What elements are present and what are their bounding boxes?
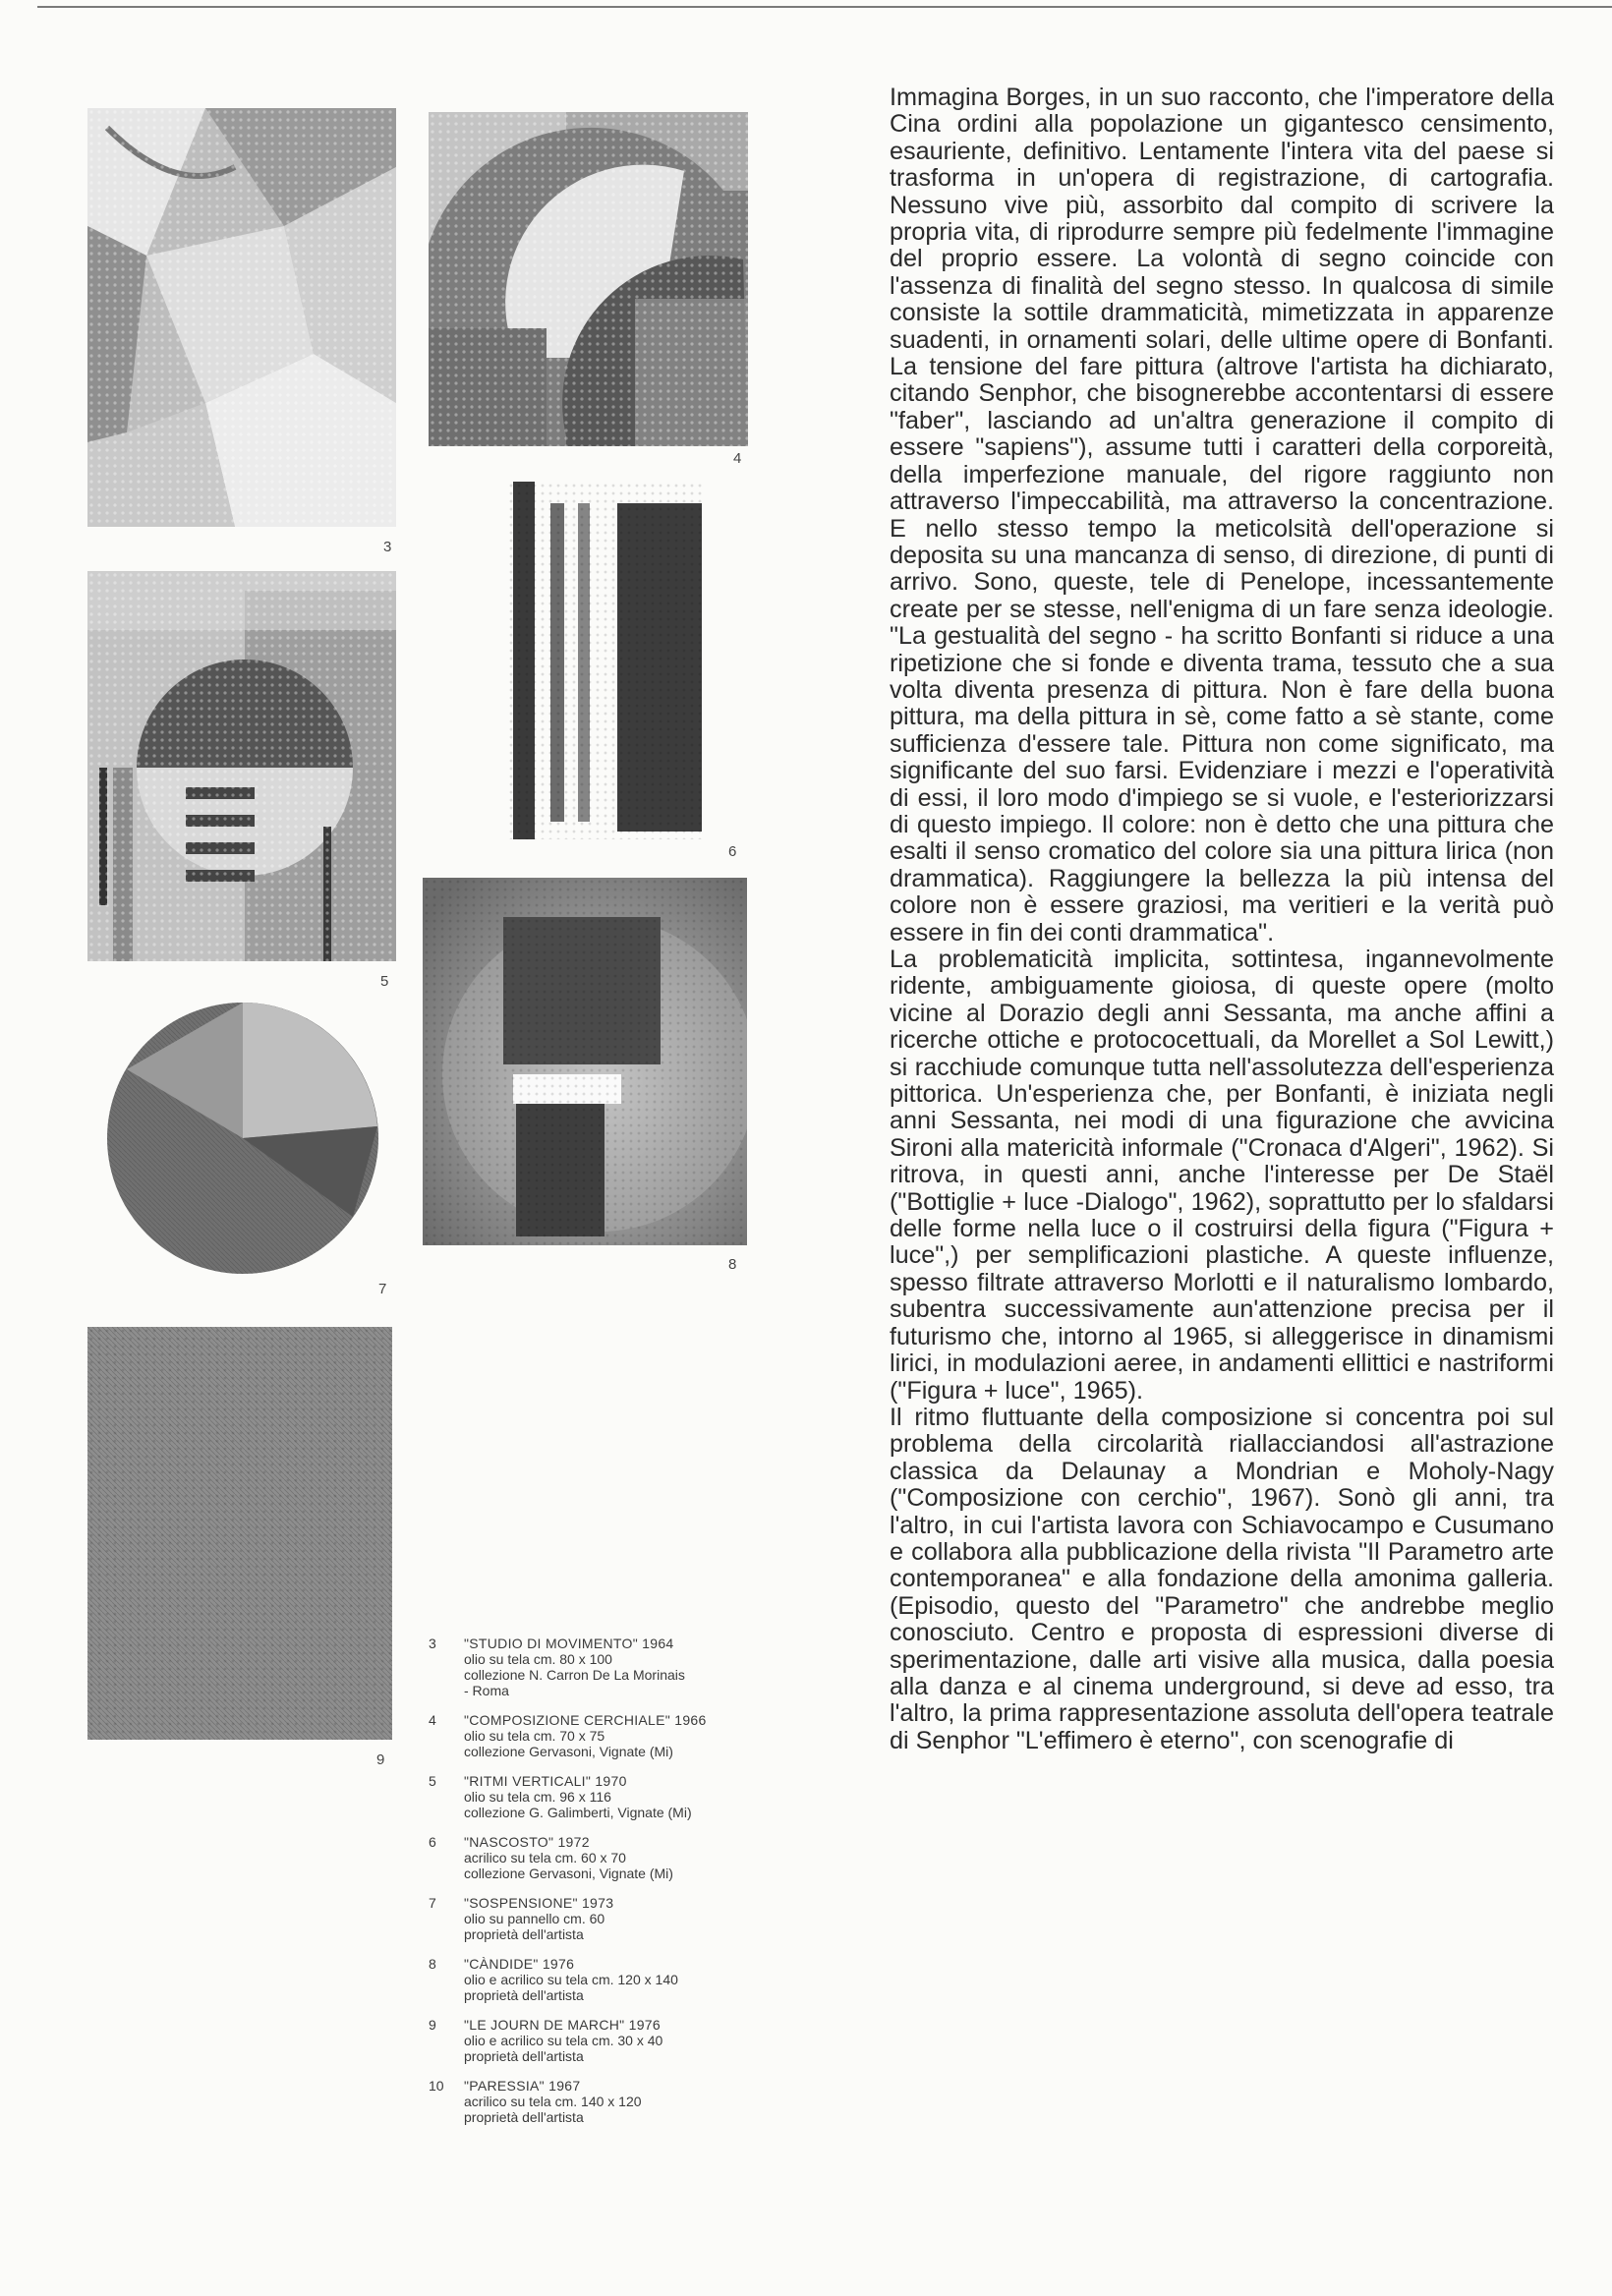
caption-line: proprietà dell'artista xyxy=(464,1926,584,1942)
caption-line: olio su tela cm. 96 x 116 xyxy=(464,1789,611,1805)
caption-item xyxy=(429,2017,841,2064)
caption-number: 4 xyxy=(429,1712,436,1728)
figure-number: 7 xyxy=(378,1281,387,1297)
caption-line: acrilico su tela cm. 60 x 70 xyxy=(464,1850,626,1866)
caption-title: "PARESSIA" 1967 xyxy=(464,2078,581,2094)
caption-item xyxy=(429,1956,841,2003)
artwork-candide xyxy=(423,878,747,1245)
caption-title: "COMPOSIZIONE CERCHIALE" 1966 xyxy=(464,1712,707,1728)
caption-line: proprietà dell'artista xyxy=(464,2048,584,2064)
caption-item xyxy=(429,1636,841,1698)
artwork-le-journ-de-march xyxy=(87,1327,392,1740)
caption-line: collezione Gervasoni, Vignate (Mi) xyxy=(464,1866,673,1881)
caption-number: 9 xyxy=(429,2017,436,2033)
caption-line: collezione Gervasoni, Vignate (Mi) xyxy=(464,1744,673,1759)
caption-number: 6 xyxy=(429,1834,436,1850)
caption-title: "CÀNDIDE" 1976 xyxy=(464,1956,575,1972)
figure-number: 6 xyxy=(728,843,737,860)
caption-line: olio e acrilico su tela cm. 30 x 40 xyxy=(464,2033,663,2048)
figure-number: 9 xyxy=(376,1751,385,1768)
figure-number: 3 xyxy=(383,539,392,555)
caption-line: collezione N. Carron De La Morinais xyxy=(464,1667,685,1683)
caption-item xyxy=(429,1834,841,1881)
caption-number: 3 xyxy=(429,1636,436,1651)
caption-title: "STUDIO DI MOVIMENTO" 1964 xyxy=(464,1636,674,1651)
caption-line: collezione G. Galimberti, Vignate (Mi) xyxy=(464,1805,692,1820)
artwork-nascosto xyxy=(507,482,706,839)
body-paragraph: Il ritmo fluttuante della composizione si concentra poi sul problema della circolarità riallacciandosi all'astrazione classica da Delaunay a Mondrian e Moholy-Nagy ("Composizione con cerchio", 1967). Sonò gli anni, tra l'altro, in cui l'artista lavora con Schiavocampo e Cusumano e collabora alla pubblicazione della rivista "Il Parametro arte contemporanea" e alla fondazione della amonima galleria. (Episodio, questo del "Parametro" che andrebbe meglio conosciuto. Centro e proposta di espressioni diverse di sperimentazione, dalle arti visive alla musica, dalla poesia alla danza e al cinema underground, si deve ad esso, tra l'altro, la prima rappresentazione assoluta dell'opera teatrale di Senphor "L'effimero è eterno", con scenografie di xyxy=(890,1403,1554,1754)
artwork-sospensione xyxy=(87,1001,398,1276)
caption-line: proprietà dell'artista xyxy=(464,2109,584,2125)
caption-title: "SOSPENSIONE" 1973 xyxy=(464,1895,614,1911)
caption-title: "NASCOSTO" 1972 xyxy=(464,1834,590,1850)
caption-item xyxy=(429,1712,841,1759)
figure-number: 5 xyxy=(380,973,389,990)
artwork-studio-di-movimento xyxy=(87,108,396,527)
body-paragraph: La problematicità implicita, sottintesa, ingannevolmente ridente, ambiguamente gioiosa, di queste opere (molto vicine al Dorazio degli anni Sessanta, ma anche affini a ricerche ottiche e protococettuali, da Morellet a Sol Lewitt,) si racchiude comunque tutta nell'assolutezza dell'esperienza pittorica. Un'esperienza che, per Bonfanti, è iniziata negli anni Sessanta, nei modi di una figurazione che avvicina Sironi alla matericità informale ("Cronaca d'Algeri", 1962). Si ritrova, in questi anni, anche l'interesse per De Staël ("Bottiglie + luce -Dialogo", 1962), soprattutto per lo sfaldarsi delle forme nella luce o il costruirsi della figura ("Figura + luce",) per semplificazioni plastiche. A queste influenze, spesso filtrate attraverso Morlotti e il naturalismo lombardo, subentra successivamente aun'attenzione precisa per il futurismo che, intorno al 1965, si alleggerisce in dinamismi lirici, in modulazioni aeree, in andamenti ellittici e nastriformi ("Figura + luce", 1965). xyxy=(890,946,1554,1405)
caption-number: 5 xyxy=(429,1773,436,1789)
caption-line: proprietà dell'artista xyxy=(464,1987,584,2003)
caption-number: 8 xyxy=(429,1956,436,1972)
caption-item xyxy=(429,1773,841,1820)
caption-number: 10 xyxy=(429,2078,444,2094)
artwork-ritmi-verticali xyxy=(87,571,396,961)
caption-title: "LE JOURN DE MARCH" 1976 xyxy=(464,2017,661,2033)
figure-number: 8 xyxy=(728,1256,737,1273)
caption-item xyxy=(429,2078,841,2125)
caption-item xyxy=(429,1895,841,1942)
figure-captions xyxy=(429,1636,841,2139)
caption-title: "RITMI VERTICALI" 1970 xyxy=(464,1773,627,1789)
body-paragraph: Immagina Borges, in un suo racconto, che l'imperatore della Cina ordini alla popolazione un gigantesco censimento, esauriente, definitivo. Lentamente l'intera vita del paese si trasforma in un'opera di registrazione, di cartografia. Nessuno vive più, assorbito dal compito di scrivere la propria vita, di riprodurre sempre più fedelmente l'immagine del proprio essere. La volontà di segno coincide con l'assenza di finalità del segno stesso. In qualcosa di simile consiste la sottile drammaticità, mimetizzata in apparenze suadenti, in ornamenti solari, delle ultime opere di Bonfanti. La tensione del fare pittura (altrove l'artista ha dichiarato, citando Senphor, che bisognerebbe accontentarsi di essere "faber", lasciando ad un'altra generazione il compito di essere "sapiens"), assume tutti i caratteri della corporeità, della imperfezione manuale, del rigore raggiunto non attraverso l'impeccabilità, ma attraverso la concentrazione. E nello stesso tempo la meticolsità dell'operazione si deposita su una mancanza di senso, di direzione, di punti di arrivo. Sono, queste, tele di Penelope, incessantemente create per se stesse, nell'enigma di un fare senza ideologie. "La gestualità del segno - ha scritto Bonfanti si riduce a una ripetizione che si fonde e diventa trama, tessuto che a sua volta diventa presenza di pittura. Non è fare della buona pittura, ma della pittura in sè, come fatto a sè stante, come sufficienza d'essere tale. Pittura non come significato, ma significante del suo farsi. Evidenziare i mezzi e l'operatività di essi, il loro modo d'impiego se si vuole, e l'esteriorizzarsi di questo impiego. Il colore: non è detto che una pittura che esalti il senso cromatico del colore sia una pittura lirica (non drammatica). Raggiungere la bellezza la più intensa del colore non è essere graziosi, ma veritieri e la verità può essere in fin dei conti drammatica". xyxy=(890,84,1554,947)
top-rule xyxy=(37,6,1612,8)
caption-line: olio su tela cm. 70 x 75 xyxy=(464,1728,605,1744)
artwork-composizione-cerchiale xyxy=(429,112,748,446)
caption-number: 7 xyxy=(429,1895,436,1911)
caption-line: acrilico su tela cm. 140 x 120 xyxy=(464,2094,642,2109)
caption-line: olio su tela cm. 80 x 100 xyxy=(464,1651,612,1667)
caption-line: olio e acrilico su tela cm. 120 x 140 xyxy=(464,1972,678,1987)
article-body xyxy=(890,85,1554,1754)
caption-line: olio su pannello cm. 60 xyxy=(464,1911,605,1926)
caption-line: - Roma xyxy=(464,1683,509,1698)
figure-number: 4 xyxy=(733,450,742,467)
